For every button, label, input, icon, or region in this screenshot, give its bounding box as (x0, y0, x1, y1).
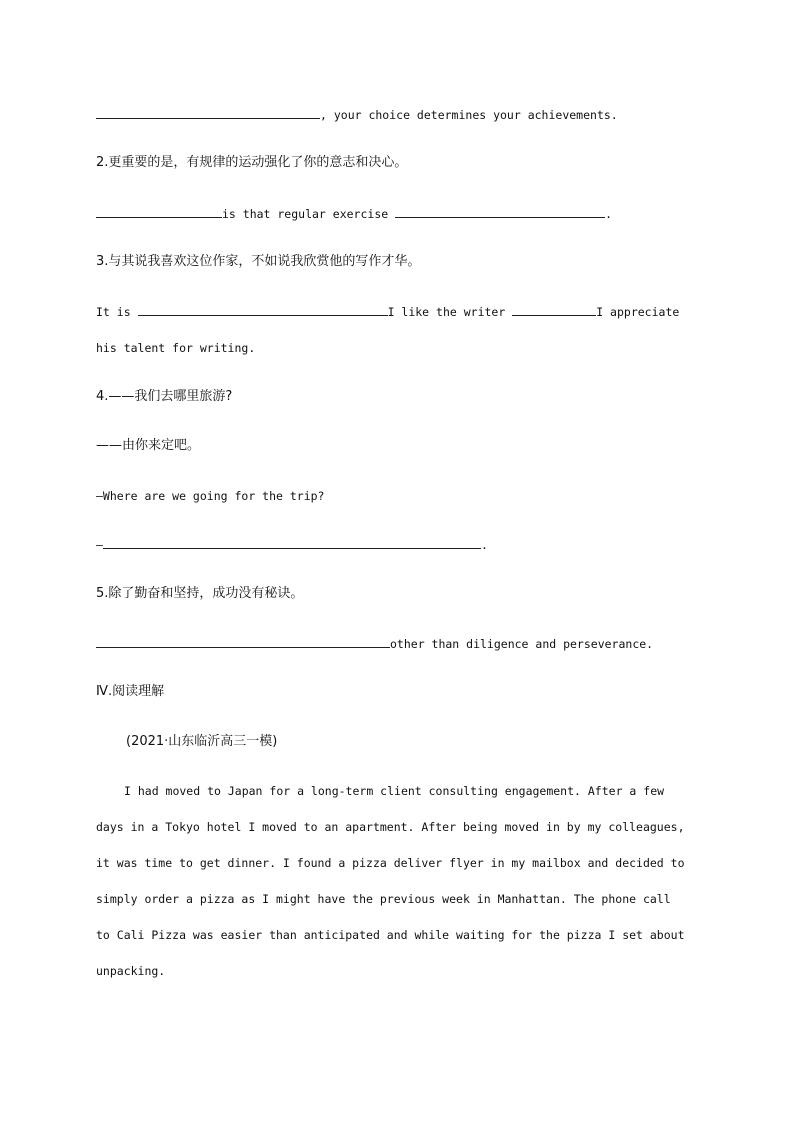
q3-answer-line (96, 304, 679, 320)
passage-line: days in a Tokyo hotel I moved to an apartment. After being moved in by my colleagues, (96, 820, 685, 834)
passage-line: simply order a pizza as I might have the previous week in Manhattan. The phone call (96, 892, 671, 906)
q3-mid-text: I like the writer (387, 305, 506, 319)
q5-prompt: 5.除了勤奋和坚持，成功没有秘诀。 (96, 586, 304, 601)
passage-source: (2021·山东临沂高三一模) (126, 734, 278, 749)
q3-start-text: It is (96, 305, 131, 319)
q4-reply: ——由你来定吧。 (96, 438, 201, 453)
q3-end-text: I appreciate (596, 305, 680, 319)
q4-dash: — (96, 538, 103, 552)
q5-blank[interactable] (96, 636, 390, 648)
q3-prompt: 3.与其说我喜欢这位作家，不如说我欣赏他的写作才华。 (96, 254, 421, 269)
q2-end-text: . (605, 207, 613, 221)
q1-answer-line (96, 107, 618, 123)
passage-line: it was time to get dinner. I found a pizza deliver flyer in my mailbox and decided to (96, 856, 685, 870)
q2-answer-line (96, 206, 612, 222)
q5-tail-text: other than diligence and perseverance. (390, 637, 654, 651)
q3-blank-2[interactable] (512, 304, 596, 316)
q2-prompt: 2.更重要的是，有规律的运动强化了你的意志和决心。 (96, 155, 408, 170)
q2-blank-2[interactable] (395, 206, 605, 218)
q4-end-text: . (480, 538, 488, 552)
q2-mid-text: is that regular exercise (222, 207, 389, 221)
q4-prompt: 4.——我们去哪里旅游? (96, 389, 233, 404)
q5-answer-line (96, 636, 653, 652)
q4-answer-line (96, 537, 488, 553)
passage-line: to Cali Pizza was easier than anticipated and while waiting for the pizza I set about (96, 928, 685, 942)
q1-tail-text: , your choice determines your achievements. (320, 108, 618, 122)
q1-blank[interactable] (96, 107, 320, 119)
q3-answer-line-2: his talent for writing. (96, 341, 256, 355)
q2-blank-1[interactable] (96, 206, 222, 218)
passage-line: I had moved to Japan for a long-term client consulting engagement. After a few (124, 784, 665, 798)
q3-blank-1[interactable] (138, 304, 388, 316)
passage-line: unpacking. (96, 964, 166, 978)
q4-blank[interactable] (103, 537, 481, 549)
q4-english-question: —Where are we going for the trip? (96, 489, 325, 503)
section-heading: Ⅳ.阅读理解 (96, 684, 165, 699)
